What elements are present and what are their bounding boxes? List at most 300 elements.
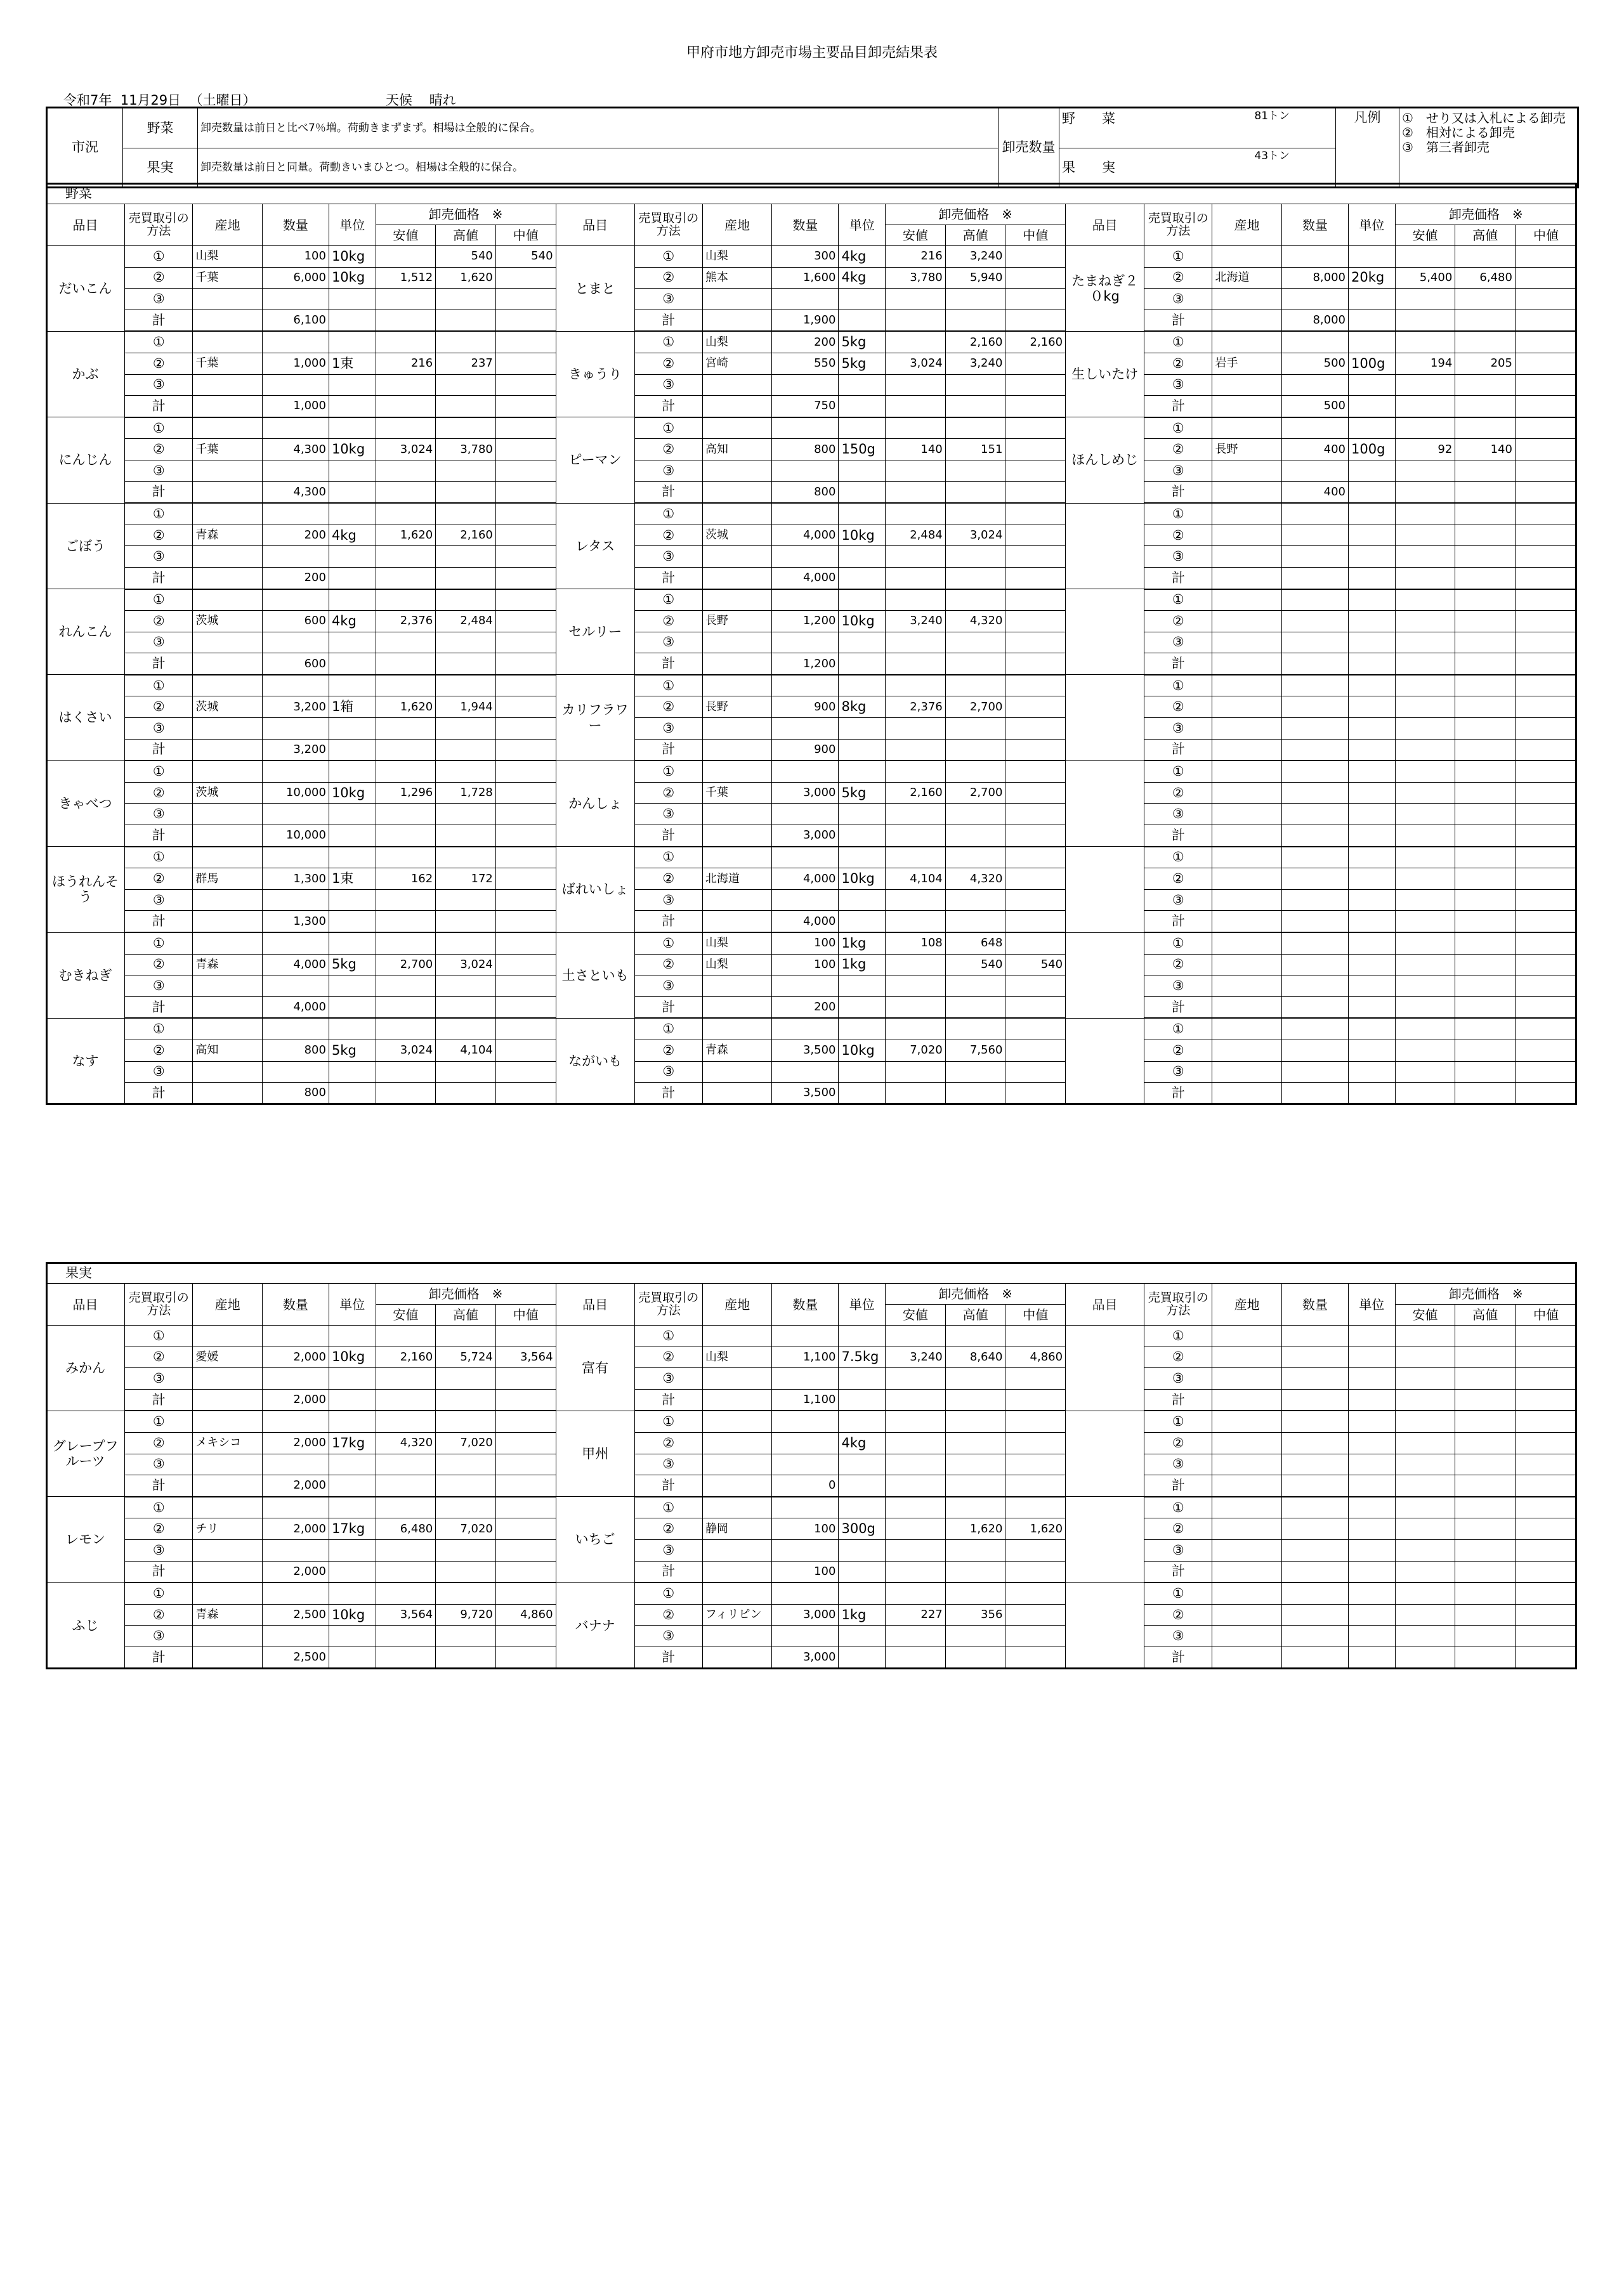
method-header: 売買取引の方法 [634, 1284, 702, 1326]
quantity [772, 1454, 839, 1475]
low-price [376, 975, 436, 997]
high-price [1455, 546, 1516, 568]
low-price [376, 847, 436, 868]
high-price [945, 1018, 1005, 1040]
summary-veg-volume-label: 野 菜 [1059, 108, 1209, 148]
quantity [262, 374, 329, 396]
high-price [945, 481, 1005, 503]
quantity [1281, 589, 1348, 611]
unit [1349, 1389, 1396, 1411]
origin [193, 1626, 262, 1647]
low-price [1395, 1539, 1455, 1561]
high-price [945, 847, 1005, 868]
unit [1349, 374, 1396, 396]
unit [1349, 1347, 1396, 1368]
high-price [436, 1326, 496, 1347]
low-price [376, 911, 436, 932]
quantity: 2,000 [262, 1518, 329, 1540]
quantity [1281, 1518, 1348, 1540]
low-price [886, 1411, 946, 1432]
quantity [262, 503, 329, 525]
trade-method: 計 [125, 396, 193, 417]
mid-price [1005, 1497, 1066, 1518]
mid-price [1515, 417, 1576, 439]
origin [702, 889, 771, 911]
unit [1349, 1083, 1396, 1104]
unit [329, 310, 376, 331]
high-price [945, 1432, 1005, 1454]
quantity [262, 331, 329, 353]
unit-header: 単位 [1349, 204, 1396, 246]
table-row [46, 1018, 1577, 1040]
mid-price [1515, 1497, 1576, 1518]
origin [193, 1647, 262, 1668]
quantity: 1,200 [772, 653, 839, 675]
origin [1212, 868, 1281, 890]
unit [1349, 1018, 1396, 1040]
mid-price [1515, 760, 1576, 782]
unit [1349, 246, 1396, 268]
origin [702, 374, 771, 396]
trade-method: ① [634, 1582, 702, 1604]
low-price [1395, 589, 1455, 611]
trade-method: ③ [125, 289, 193, 310]
quantity: 3,000 [772, 782, 839, 804]
unit [329, 289, 376, 310]
quantity: 8,000 [1281, 310, 1348, 331]
low-price: 4,104 [886, 868, 946, 890]
trade-method: 計 [125, 310, 193, 331]
high-price [436, 1539, 496, 1561]
high-price [1455, 996, 1516, 1018]
low-price [886, 1626, 946, 1647]
low-price [1395, 525, 1455, 546]
quantity: 1,200 [772, 611, 839, 632]
low-price [1395, 739, 1455, 760]
high-price [1455, 1582, 1516, 1604]
origin [702, 567, 771, 589]
mid-price [1005, 996, 1066, 1018]
origin [193, 675, 262, 696]
mid-price: 1,620 [1005, 1518, 1066, 1540]
trade-method: ② [1144, 1432, 1212, 1454]
trade-method: ③ [1144, 546, 1212, 568]
trade-method: ① [125, 503, 193, 525]
low-price [1395, 1061, 1455, 1083]
quantity: 4,000 [262, 954, 329, 975]
high-price [945, 1582, 1005, 1604]
table-row [46, 804, 1577, 825]
origin [702, 1411, 771, 1432]
origin [702, 718, 771, 740]
low-price: 2,160 [376, 1347, 436, 1368]
trade-method: ③ [1144, 1061, 1212, 1083]
trade-method: 計 [634, 1647, 702, 1668]
high-price [945, 1061, 1005, 1083]
low-price [1395, 1432, 1455, 1454]
mid-price [1005, 782, 1066, 804]
origin [193, 1389, 262, 1411]
low-price [1395, 1518, 1455, 1540]
unit: 17kg [329, 1518, 376, 1540]
quantity [772, 889, 839, 911]
trade-method: ① [634, 675, 702, 696]
unit [1349, 289, 1396, 310]
quantity [1281, 1539, 1348, 1561]
unit: 1箱 [329, 696, 376, 718]
trade-method: ② [634, 267, 702, 289]
trade-method: ① [125, 1582, 193, 1604]
origin [193, 546, 262, 568]
trade-method: 計 [1144, 481, 1212, 503]
high-price [1455, 396, 1516, 417]
origin [1212, 653, 1281, 675]
mid-price [495, 310, 556, 331]
high-price [436, 911, 496, 932]
high-price [436, 739, 496, 760]
quantity [262, 1454, 329, 1475]
summary-fruit-label: 果実 [123, 148, 198, 188]
quantity: 4,300 [262, 439, 329, 460]
origin: 高知 [193, 1040, 262, 1061]
mid-price [1005, 632, 1066, 653]
origin [702, 825, 771, 847]
mid-price [1005, 804, 1066, 825]
trade-method: ③ [125, 1454, 193, 1475]
mid-price [1005, 1368, 1066, 1390]
low-price [1395, 1326, 1455, 1347]
low-price [376, 289, 436, 310]
mid-price [1515, 396, 1576, 417]
table-row [46, 632, 1577, 653]
table-row [46, 911, 1577, 932]
quantity [1281, 825, 1348, 847]
quantity: 4,000 [772, 868, 839, 890]
unit [839, 718, 886, 740]
low-price [886, 1647, 946, 1668]
unit [1349, 804, 1396, 825]
origin [702, 1475, 771, 1497]
item-name [1066, 1582, 1144, 1668]
high-price: 6,480 [1455, 267, 1516, 289]
high-price [436, 331, 496, 353]
trade-method: ③ [1144, 975, 1212, 997]
unit [329, 1475, 376, 1497]
unit [839, 739, 886, 760]
origin: 茨城 [193, 782, 262, 804]
mid-price [1515, 1411, 1576, 1432]
trade-method: ③ [1144, 1368, 1212, 1390]
quantity: 800 [772, 439, 839, 460]
trade-method: 計 [1144, 567, 1212, 589]
origin [702, 1647, 771, 1668]
quantity [1281, 632, 1348, 653]
origin-header: 産地 [702, 204, 771, 246]
mid-price [1005, 525, 1066, 546]
origin: 千葉 [193, 267, 262, 289]
mid-price [1515, 1647, 1576, 1668]
high-price: 151 [945, 439, 1005, 460]
quantity [772, 1432, 839, 1454]
table-row [46, 1518, 1577, 1540]
low-price [1395, 503, 1455, 525]
table-row [46, 246, 1577, 268]
item-name: 富有 [556, 1326, 634, 1411]
quantity [1281, 1475, 1348, 1497]
unit [329, 1061, 376, 1083]
high-price [436, 289, 496, 310]
trade-method: ① [125, 1018, 193, 1040]
quantity: 200 [262, 525, 329, 546]
quantity [772, 760, 839, 782]
low-price [376, 1497, 436, 1518]
unit [1349, 331, 1396, 353]
high-price [436, 567, 496, 589]
trade-method: ① [634, 417, 702, 439]
mid-price [1515, 868, 1576, 890]
mid-price [1005, 1018, 1066, 1040]
low-price [1395, 417, 1455, 439]
origin: 群馬 [193, 868, 262, 890]
quantity: 3,200 [262, 696, 329, 718]
mid-price [495, 1083, 556, 1104]
table-row [46, 525, 1577, 546]
unit: 5kg [839, 782, 886, 804]
quantity: 900 [772, 696, 839, 718]
origin [193, 460, 262, 481]
quantity: 2,500 [262, 1647, 329, 1668]
trade-method: 計 [1144, 396, 1212, 417]
mid-price [495, 353, 556, 374]
low-price [886, 954, 946, 975]
market-summary-table [46, 107, 1579, 188]
quantity: 100 [262, 246, 329, 268]
low-price [886, 911, 946, 932]
mid-price [1005, 1561, 1066, 1582]
quantity: 600 [262, 653, 329, 675]
item-name: だいこん [46, 246, 125, 332]
mid-price [1515, 632, 1576, 653]
low-price [886, 996, 946, 1018]
origin [1212, 1061, 1281, 1083]
low-price [376, 1389, 436, 1411]
quantity [1281, 653, 1348, 675]
high-price [436, 1083, 496, 1104]
origin [193, 310, 262, 331]
origin: 静岡 [702, 1518, 771, 1540]
summary-fruit-text: 卸売数量は前日と同量。荷動きいまひとつ。相場は全般的に保合。 [198, 148, 999, 188]
table-row [46, 546, 1577, 568]
unit [329, 675, 376, 696]
trade-method: 計 [125, 567, 193, 589]
low-price [1395, 696, 1455, 718]
table-row [46, 331, 1577, 353]
trade-method: 計 [125, 1647, 193, 1668]
quantity: 2,000 [262, 1475, 329, 1497]
low-price [376, 739, 436, 760]
trade-method: ① [634, 331, 702, 353]
origin [193, 374, 262, 396]
high-price [436, 589, 496, 611]
high-price [1455, 954, 1516, 975]
origin [702, 1432, 771, 1454]
origin: 青森 [193, 1604, 262, 1626]
mid-price [1005, 975, 1066, 997]
trade-method: ③ [1144, 718, 1212, 740]
trade-method: ② [1144, 1518, 1212, 1540]
trade-method: ② [1144, 696, 1212, 718]
item-name: ながいも [556, 1018, 634, 1104]
summary-veg-label: 野菜 [123, 108, 198, 148]
low-price-header: 安値 [1395, 1305, 1455, 1326]
low-price [886, 1454, 946, 1475]
table-row [46, 954, 1577, 975]
high-price [1455, 1454, 1516, 1475]
high-price: 1,620 [945, 1518, 1005, 1540]
high-price: 1,728 [436, 782, 496, 804]
table-row [46, 782, 1577, 804]
low-price [376, 1454, 436, 1475]
mid-price [495, 718, 556, 740]
trade-method: ③ [125, 804, 193, 825]
low-price [376, 1539, 436, 1561]
low-price [376, 1411, 436, 1432]
trade-method: ③ [1144, 1626, 1212, 1647]
trade-method: ② [125, 696, 193, 718]
mid-price [1005, 1454, 1066, 1475]
origin [193, 632, 262, 653]
unit [329, 460, 376, 481]
quantity [262, 760, 329, 782]
high-price [1455, 975, 1516, 997]
quantity: 3,500 [772, 1083, 839, 1104]
mid-price: 3,564 [495, 1347, 556, 1368]
trade-method: ① [125, 1411, 193, 1432]
high-price: 2,160 [945, 331, 1005, 353]
item-name: 生しいたけ [1066, 331, 1144, 417]
low-price: 4,320 [376, 1432, 436, 1454]
unit [1349, 1368, 1396, 1390]
high-price [1455, 760, 1516, 782]
mid-price [495, 374, 556, 396]
high-price [945, 589, 1005, 611]
origin [1212, 825, 1281, 847]
quantity [772, 847, 839, 868]
mid-price [1515, 975, 1576, 997]
trade-method: ② [125, 954, 193, 975]
low-price [376, 246, 436, 268]
mid-price [1005, 653, 1066, 675]
item-name: とまと [556, 246, 634, 332]
high-price [1455, 675, 1516, 696]
low-price [886, 847, 946, 868]
low-price-header: 安値 [886, 225, 946, 246]
mid-price [495, 331, 556, 353]
quantity: 800 [772, 481, 839, 503]
market-condition-label: 市況 [47, 108, 123, 188]
trade-method: ① [634, 1326, 702, 1347]
quantity [1281, 1061, 1348, 1083]
price-header: 卸売価格 ※ [1395, 204, 1576, 225]
low-price-header: 安値 [886, 1305, 946, 1326]
high-price [1455, 310, 1516, 331]
unit [1349, 932, 1396, 954]
quantity: 10,000 [262, 825, 329, 847]
fruit-section [46, 1262, 1577, 1669]
trade-method: ② [1144, 525, 1212, 546]
mid-price [1515, 1626, 1576, 1647]
unit: 4kg [329, 611, 376, 632]
origin [1212, 1518, 1281, 1540]
unit [329, 1411, 376, 1432]
mid-price [495, 1539, 556, 1561]
unit: 10kg [839, 1040, 886, 1061]
quantity [1281, 911, 1348, 932]
mid-price [495, 632, 556, 653]
trade-method: 計 [125, 825, 193, 847]
high-price [1455, 525, 1516, 546]
mid-price: 4,860 [1005, 1347, 1066, 1368]
high-price [1455, 1061, 1516, 1083]
table-row [46, 1626, 1577, 1647]
trade-method: ③ [125, 632, 193, 653]
origin: 千葉 [193, 439, 262, 460]
mid-price [1005, 1083, 1066, 1104]
low-price [886, 1497, 946, 1518]
high-price: 356 [945, 1604, 1005, 1626]
trade-method: ② [634, 954, 702, 975]
origin [1212, 911, 1281, 932]
low-price: 2,160 [886, 782, 946, 804]
low-price [1395, 1368, 1455, 1390]
trade-method: 計 [634, 481, 702, 503]
high-price [1455, 589, 1516, 611]
trade-method: ③ [125, 718, 193, 740]
high-price [436, 675, 496, 696]
trade-method: ① [125, 417, 193, 439]
high-price [945, 1389, 1005, 1411]
quantity [772, 675, 839, 696]
unit [329, 825, 376, 847]
table-row [46, 996, 1577, 1018]
low-price: 227 [886, 1604, 946, 1626]
mid-price: 540 [1005, 954, 1066, 975]
item-name: いちご [556, 1497, 634, 1582]
trade-method: ① [1144, 331, 1212, 353]
low-price [886, 503, 946, 525]
item-name: 土さといも [556, 932, 634, 1018]
mid-price [1515, 782, 1576, 804]
table-row [46, 1561, 1577, 1582]
item-name: むきねぎ [46, 932, 125, 1018]
quantity [772, 374, 839, 396]
origin [1212, 932, 1281, 954]
mid-price [1005, 696, 1066, 718]
low-price [1395, 954, 1455, 975]
quantity-header: 数量 [1281, 204, 1348, 246]
method-header: 売買取引の方法 [125, 1284, 193, 1326]
quantity [1281, 1454, 1348, 1475]
unit-header: 単位 [329, 1284, 376, 1326]
quantity-header: 数量 [772, 204, 839, 246]
trade-method: ② [125, 1432, 193, 1454]
origin [1212, 718, 1281, 740]
low-price [1395, 932, 1455, 954]
unit: 100g [1349, 439, 1396, 460]
high-price: 3,780 [436, 439, 496, 460]
low-price [376, 310, 436, 331]
table-row [46, 310, 1577, 331]
